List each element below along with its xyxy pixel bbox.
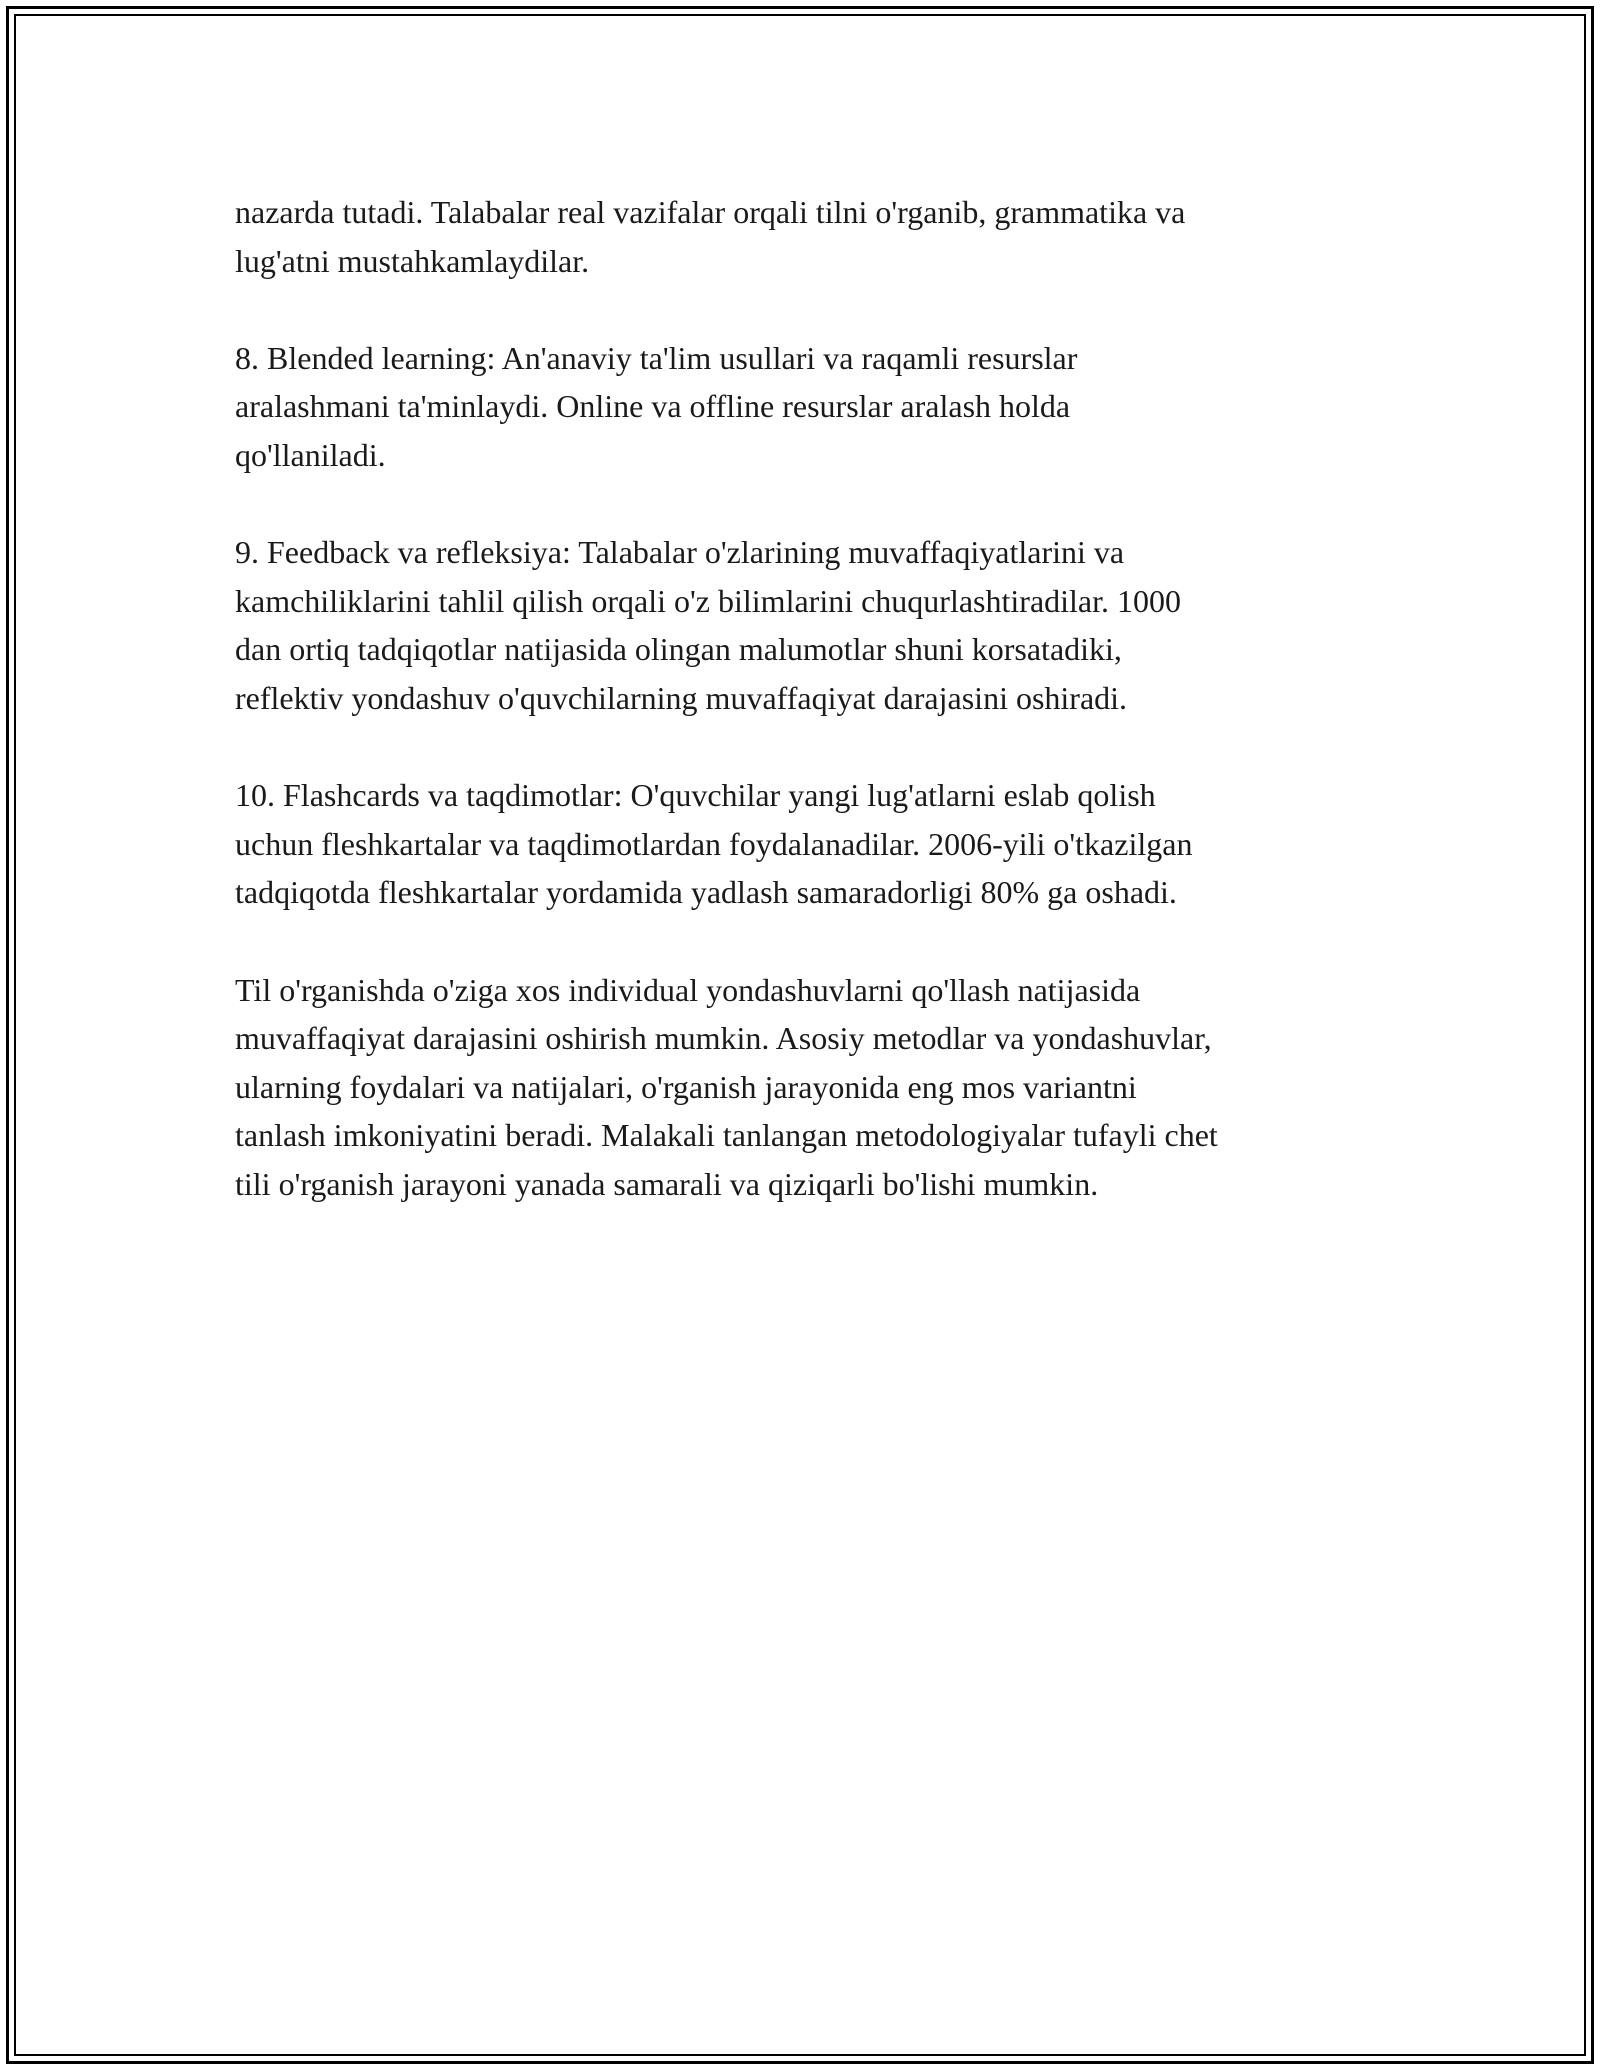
paragraph-feedback-reflection: 9. Feedback va refleksiya: Talabalar o'zlarining muvaffaqiyatlarini va kamchiliklarini tahlil qilish orqali o'z bilimlarini chuqurlashtiradilar. 1000 dan ortiq tadqiqotlar natijasida olingan malumotlar shuni korsatadiki, reflektiv yondashuv o'quvchilarning muvaffaqiyat darajasini oshiradi. bbox=[235, 534, 1182, 716]
paragraph-conclusion: Til o'rganishda o'ziga xos individual yondashuvlarni qo'llash natijasida muvaffaqiyat darajasini oshirish mumkin. Asosiy metodlar va yondashuvlar, ularning foydalari va natijalari, o'rganish jarayonida eng mos variantni tanlash imkoniyatini beradi. Malakali tanlangan metodologiyalar tufayli chet tili o'rganish jarayoni yanada samarali va qiziqarli bo'lishi mumkin. bbox=[235, 971, 1218, 1202]
document-body bbox=[235, 188, 1385, 1257]
paragraph-continuation: nazarda tutadi. Talabalar real vazifalar orqali tilni o'rganib, grammatika va lug'atni mustahkamlaydilar. bbox=[235, 194, 1186, 279]
paragraph-blended-learning: 8. Blended learning: An'anaviy ta'lim usullari va raqamli resurslar aralashmani ta'minlaydi. Online va offline resurslar aralash holda qo'llaniladi. bbox=[235, 339, 1078, 473]
paragraph-flashcards: 10. Flashcards va taqdimotlar: O'quvchilar yangi lug'atlarni eslab qolish uchun fleshkartalar va taqdimotlardan foydalanadilar. 2006-yili o'tkazilgan tadqiqotda fleshkartalar yordamida yadlash samaradorligi 80% ga oshadi. bbox=[235, 777, 1193, 911]
